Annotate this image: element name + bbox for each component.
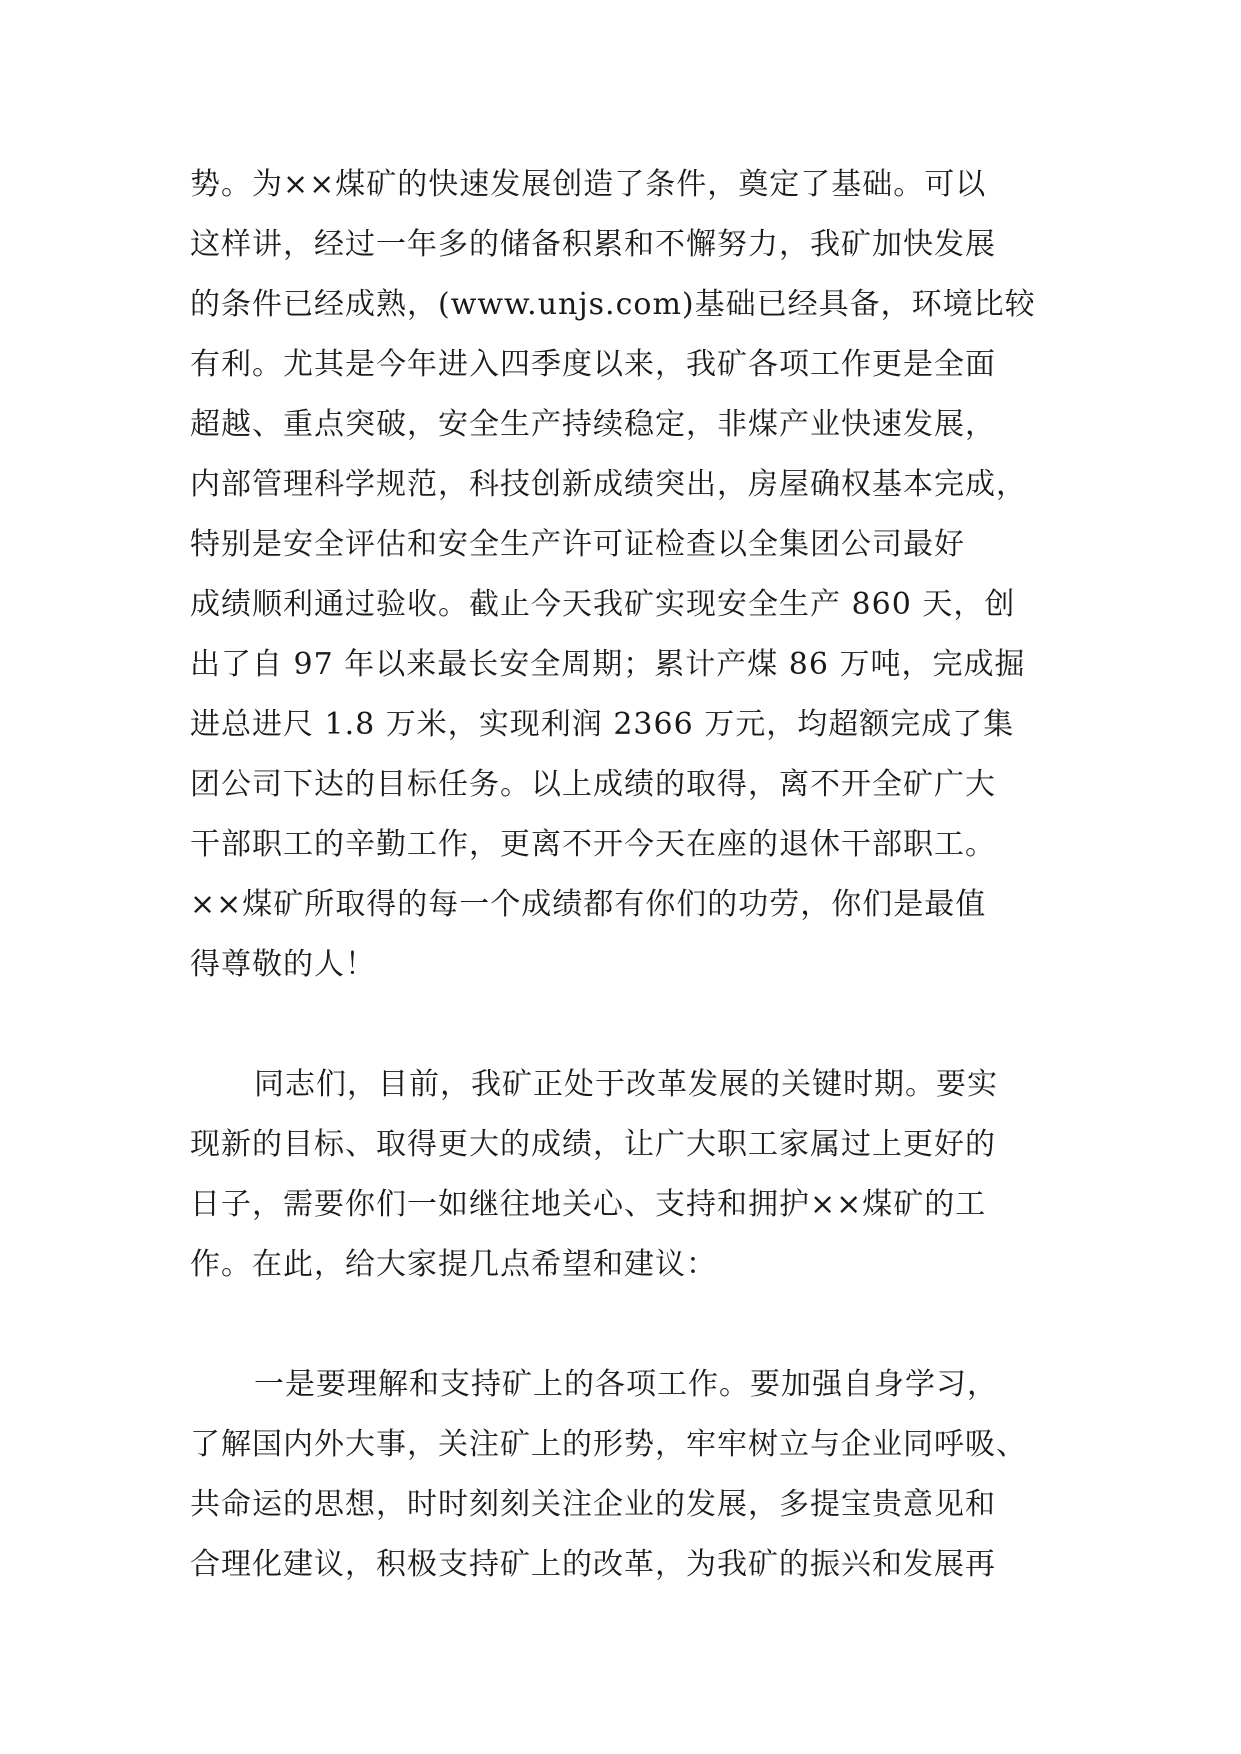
text-line: 干部职工的辛勤工作，更离不开今天在座的退休干部职工。 — [190, 827, 996, 862]
text-line: 一是要理解和支持矿上的各项工作。要加强自身学习， — [254, 1367, 998, 1402]
text-line: 这样讲，经过一年多的储备积累和不懈努力，我矿加快发展 — [190, 227, 996, 262]
text-line: 现新的目标、取得更大的成绩，让广大职工家属过上更好的 — [190, 1127, 996, 1162]
text-line: 了解国内外大事，关注矿上的形势，牢牢树立与企业同呼吸、 — [190, 1427, 1027, 1462]
text-line: 内部管理科学规范，科技创新成绩突出，房屋确权基本完成， — [190, 467, 1027, 502]
text-line: 有利。尤其是今年进入四季度以来，我矿各项工作更是全面 — [190, 347, 996, 382]
paragraph-suggestion-one — [190, 1355, 1070, 1595]
text-line: 特别是安全评估和安全生产许可证检查以全集团公司最好 — [190, 527, 965, 562]
text-line: 出了自 97 年以来最长安全周期；累计产煤 86 万吨，完成掘 — [190, 647, 1026, 682]
paragraph-spacer — [190, 995, 1070, 1055]
text-line: 共命运的思想，时时刻刻关注企业的发展，多提宝贵意见和 — [190, 1487, 996, 1522]
text-line: 合理化建议，积极支持矿上的改革，为我矿的振兴和发展再 — [190, 1547, 996, 1582]
text-line: 成绩顺利通过验收。截止今天我矿实现安全生产 860 天，创 — [190, 587, 1016, 622]
paragraph-achievements — [190, 155, 1070, 995]
text-line: ××煤矿所取得的每一个成绩都有你们的功劳，你们是最值 — [190, 887, 987, 922]
text-line: 得尊敬的人！ — [190, 947, 376, 982]
text-line: 进总进尺 1.8 万米，实现利润 2366 万元，均超额完成了集 — [190, 707, 1015, 742]
text-line: 作。在此，给大家提几点希望和建议： — [190, 1247, 717, 1282]
text-line: 势。为××煤矿的快速发展创造了条件，奠定了基础。可以 — [190, 167, 987, 202]
text-line: 同志们，目前，我矿正处于改革发展的关键时期。要实 — [254, 1067, 998, 1102]
text-line: 超越、重点突破，安全生产持续稳定，非煤产业快速发展， — [190, 407, 996, 442]
text-line: 的条件已经成熟，(www.unjs.com)基础已经具备，环境比较 — [190, 287, 1036, 322]
paragraph-key-period — [190, 1055, 1070, 1295]
paragraph-spacer — [190, 1295, 1070, 1355]
document-body — [190, 155, 1070, 1595]
text-line: 日子，需要你们一如继往地关心、支持和拥护××煤矿的工 — [190, 1187, 987, 1222]
text-line: 团公司下达的目标任务。以上成绩的取得，离不开全矿广大 — [190, 767, 996, 802]
